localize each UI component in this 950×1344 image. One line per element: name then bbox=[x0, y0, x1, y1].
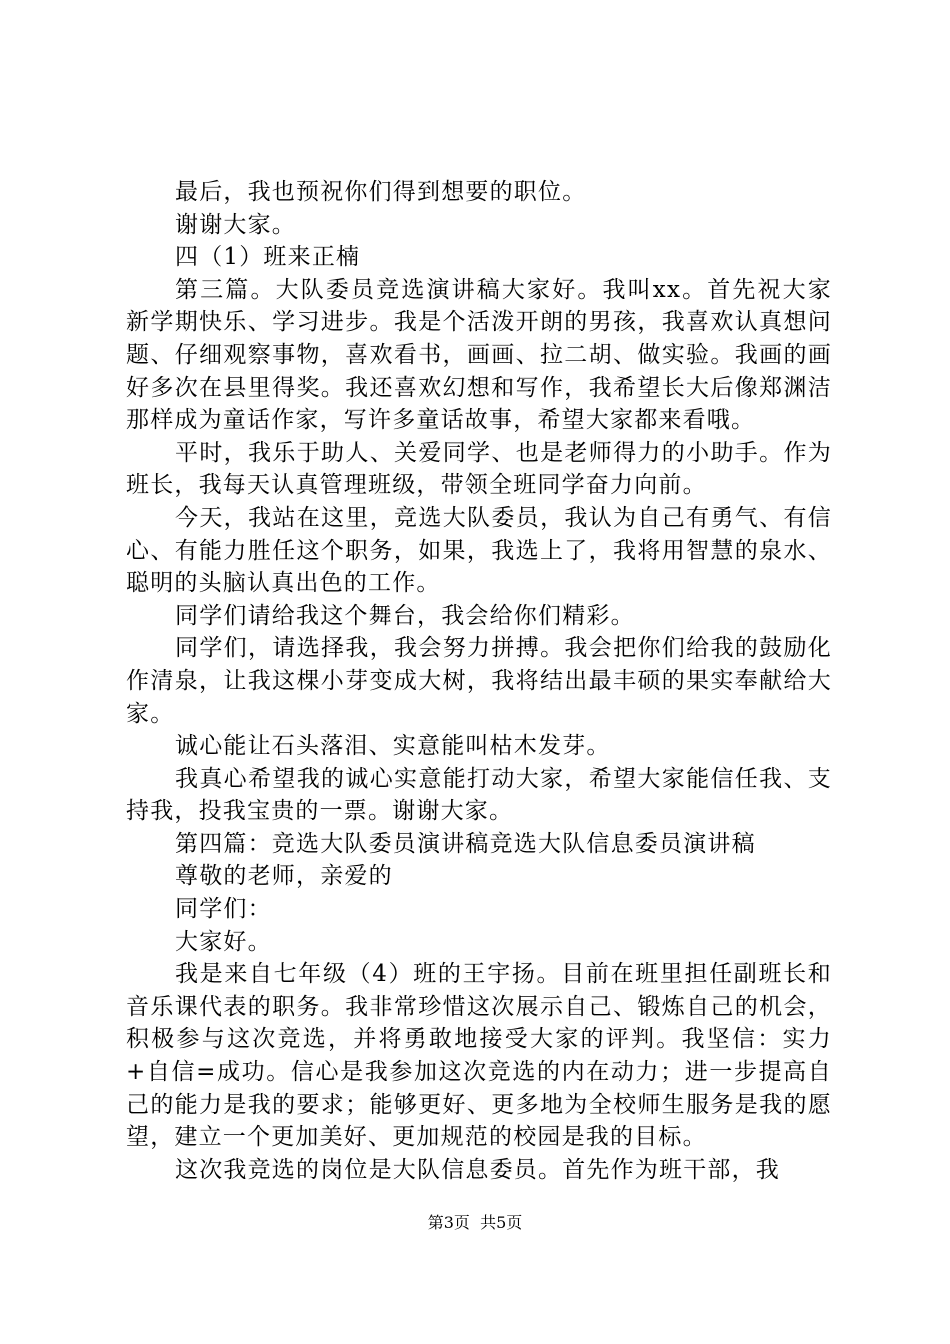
paragraph: 谢谢大家。 bbox=[175, 211, 296, 238]
paragraph: 平时，我乐于助人、关爱同学、也是老师得力的小助手。作为班长，我每天认真管理班级，带领全班同学奋力向前。 bbox=[126, 439, 832, 499]
paragraph: 同学们，请选择我，我会努力拼搏。我会把你们给我的鼓励化作清泉，让我这棵小芽变成大树，我将结出最丰硕的果实奉献给大家。 bbox=[126, 635, 832, 727]
paragraph: 第三篇。大队委员竞选演讲稿大家好。我叫xx。首先祝大家新学期快乐、学习进步。我是个活泼开朗的男孩，我喜欢认真想问题、仔细观察事物，喜欢看书，画画、拉二胡、做实验。我画的画好多次在县里得奖。我还喜欢幻想和写作，我希望长大后像郑渊洁那样成为童话作家，写许多童话故事，希望大家都来看哦。 bbox=[126, 276, 832, 434]
paragraph: 尊敬的老师，亲爱的 bbox=[175, 863, 393, 890]
paragraph: 同学们请给我这个舞台，我会给你们精彩。 bbox=[175, 602, 635, 629]
paragraph: 第四篇：竞选大队委员演讲稿竞选大队信息委员演讲稿 bbox=[175, 830, 756, 857]
page-number: 第3页 bbox=[427, 1213, 470, 1232]
paragraph: 我真心希望我的诚心实意能打动大家，希望大家能信任我、支持我，投我宝贵的一票。谢谢大家。 bbox=[126, 765, 832, 825]
paragraph: 诚心能让石头落泪、实意能叫枯木发芽。 bbox=[175, 733, 611, 760]
page-total: 共5页 bbox=[480, 1213, 523, 1232]
paragraph: 我是来自七年级（4）班的王宇扬。目前在班里担任副班长和音乐课代表的职务。我非常珍惜这次展示自己、锻炼自己的机会，积极参与这次竞选，并将勇敢地接受大家的评判。我坚信：实力+自信=成功。信心是我参加这次竞选的内在动力；进一步提高自己的能力是我的要求；能够更好、更多地为全校师生服务是我的愿望，建立一个更加美好、更加规范的校园是我的目标。 bbox=[126, 961, 832, 1151]
page-footer bbox=[0, 1213, 950, 1233]
paragraph: 今天，我站在这里，竞选大队委员，我认为自己有勇气、有信心、有能力胜任这个职务，如果，我选上了，我将用智慧的泉水、聪明的头脑认真出色的工作。 bbox=[126, 504, 832, 597]
paragraph: 四（1）班来正楠 bbox=[175, 244, 361, 271]
document-body bbox=[126, 176, 832, 1186]
paragraph: 大家好。 bbox=[175, 928, 272, 955]
paragraph: 同学们： bbox=[175, 896, 272, 923]
paragraph: 这次我竞选的岗位是大队信息委员。首先作为班干部，我 bbox=[175, 1156, 780, 1183]
paragraph: 最后，我也预祝你们得到想要的职位。 bbox=[175, 179, 587, 205]
